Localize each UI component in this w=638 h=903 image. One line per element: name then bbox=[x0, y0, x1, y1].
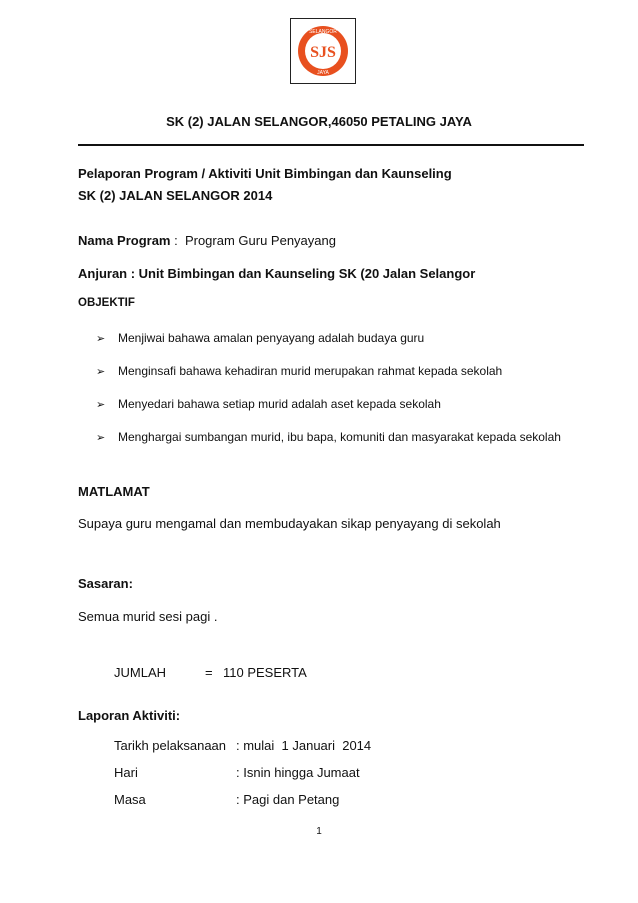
total-value: 110 PESERTA bbox=[223, 665, 307, 680]
bullet-arrow-icon: ➢ bbox=[96, 366, 106, 378]
total-equals: = bbox=[205, 665, 213, 680]
activity-row-value: : Pagi dan Petang bbox=[236, 792, 340, 807]
objective-item bbox=[96, 430, 561, 444]
organizer-line: Anjuran : Unit Bimbingan dan Kaunseling SK (20 Jalan Selangor bbox=[78, 266, 476, 281]
target-heading: Sasaran: bbox=[78, 576, 133, 591]
logo-top-text: SELANGOR bbox=[309, 29, 337, 35]
objective-text: Menghargai sumbangan murid, ibu bapa, komuniti dan masyarakat kepada sekolah bbox=[118, 430, 561, 444]
school-logo bbox=[290, 18, 356, 84]
objective-item bbox=[96, 397, 441, 411]
bullet-arrow-icon: ➢ bbox=[96, 333, 106, 345]
program-name-line bbox=[78, 233, 336, 248]
program-value: Program Guru Penyayang bbox=[181, 233, 336, 248]
objective-text: Menyedari bahawa setiap murid adalah aset kepada sekolah bbox=[118, 397, 441, 411]
report-title-line1: Pelaporan Program / Aktiviti Unit Bimbingan dan Kaunseling bbox=[78, 166, 452, 181]
bullet-arrow-icon: ➢ bbox=[96, 432, 106, 444]
objectives-heading: OBJEKTIF bbox=[78, 297, 135, 309]
objective-item bbox=[96, 364, 502, 378]
activity-row-value: : mulai 1 Januari 2014 bbox=[236, 738, 372, 753]
activity-row-label: Tarikh pelaksanaan bbox=[114, 738, 227, 753]
logo-letters: SJS bbox=[310, 44, 336, 61]
report-title-line2: SK (2) JALAN SELANGOR 2014 bbox=[78, 188, 273, 203]
page-number: 1 bbox=[316, 826, 322, 837]
logo-bottom-text: JAYA bbox=[317, 70, 329, 76]
program-separator: : bbox=[170, 233, 182, 248]
school-address: SK (2) JALAN SELANGOR,46050 PETALING JAYA bbox=[166, 114, 472, 129]
target-text: Semua murid sesi pagi . bbox=[78, 609, 218, 624]
objective-text: Menjiwai bahawa amalan penyayang adalah budaya guru bbox=[118, 331, 425, 345]
activity-row-label: Hari bbox=[114, 765, 138, 780]
activity-report-heading: Laporan Aktiviti: bbox=[78, 708, 181, 723]
school-crest-icon bbox=[296, 24, 350, 78]
header-divider bbox=[78, 144, 584, 146]
objective-text: Menginsafi bahawa kehadiran murid merupakan rahmat kepada sekolah bbox=[118, 364, 503, 378]
program-label: Nama Program bbox=[78, 233, 171, 248]
activity-row-label: Masa bbox=[114, 792, 146, 807]
total-label: JUMLAH bbox=[114, 665, 167, 680]
aim-text: Supaya guru mengamal dan membudayakan sikap penyayang di sekolah bbox=[78, 516, 501, 531]
activity-row-value: : Isnin hingga Jumaat bbox=[236, 765, 360, 780]
objective-item bbox=[96, 331, 424, 345]
aim-heading: MATLAMAT bbox=[78, 484, 150, 499]
bullet-arrow-icon: ➢ bbox=[96, 399, 106, 411]
